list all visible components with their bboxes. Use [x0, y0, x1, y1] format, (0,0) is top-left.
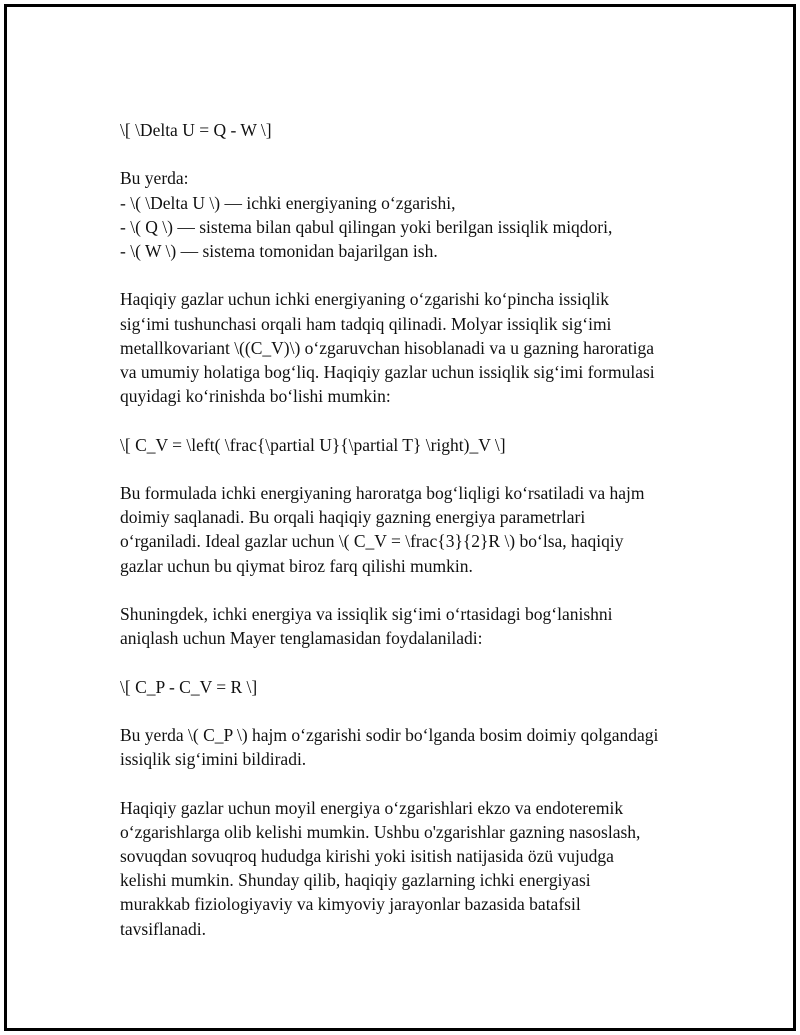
text-line: gazlar uchun bu qiymat biroz farq qilishi mumkin.: [120, 555, 473, 576]
paragraph-spacer: [120, 457, 720, 481]
paragraph: [120, 166, 720, 263]
text-line: doimiy saqlanadi. Bu orqali haqiqiy gazning energiya parametrlari: [120, 507, 586, 528]
equation-line: \[ C_V = \left( \frac{\partial U}{\partial T} \right)_V \]: [120, 434, 506, 455]
paragraph-spacer: [120, 771, 720, 795]
text-line: issiqlik sig‘imini bildiradi.: [120, 749, 307, 770]
text-line: - \( \Delta U \) — ichki energiyaning o‘zgarishi,: [120, 192, 456, 213]
equation-block: [120, 118, 720, 142]
paragraph: [120, 723, 720, 771]
text-line: o‘rganiladi. Ideal gazlar uchun \( C_V = \frac{3}{2}R \) bo‘lsa, haqiqiy: [120, 531, 624, 552]
text-line: Haqiqiy gazlar uchun moyil energiya o‘zgarishlari ekzo va endoteremik: [120, 797, 624, 818]
text-line: quyidagi ko‘rinishda bo‘lishi mumkin:: [120, 386, 391, 407]
page-frame: [4, 4, 796, 1031]
text-line: sig‘imi tushunchasi orqali ham tadqiq qilinadi. Molyar issiqlik sig‘imi: [120, 313, 612, 334]
paragraph-spacer: [120, 408, 720, 432]
document-body: [120, 118, 720, 941]
text-line: tavsiflanadi.: [120, 918, 207, 939]
paragraph-spacer: [120, 142, 720, 166]
text-line: va umumiy holatiga bog‘liq. Haqiqiy gazlar uchun issiqlik sig‘imi formulasi: [120, 362, 655, 382]
text-line: Bu yerda \( C_P \) hajm o‘zgarishi sodir bo‘lganda bosim doimiy qolgandagi: [120, 724, 659, 745]
text-line: sovuqdan sovuqroq hududga kirishi yoki isitish natijasida özü vujudga: [120, 845, 614, 866]
text-line: Shuningdek, ichki energiya va issiqlik sig‘imi o‘rtasidagi bog‘lanishni: [120, 603, 613, 624]
text-line: metallkovariant \((C_V)\) o‘zgaruvchan hisoblanadi va u gazning haroratiga: [120, 337, 655, 358]
paragraph: [120, 481, 720, 578]
text-line: kelishi mumkin. Shunday qilib, haqiqiy gazlarning ichki energiyasi: [120, 870, 591, 891]
text-line: - \( Q \) — sistema bilan qabul qilingan yoki berilgan issiqlik miqdori,: [120, 216, 613, 237]
text-line: Bu formulada ichki energiyaning haroratga bog‘liqligi ko‘rsatiladi va hajm: [120, 482, 645, 503]
paragraph: [120, 287, 720, 408]
equation-line: \[ \Delta U = Q - W \]: [120, 120, 272, 140]
text-line: - \( W \) — sistema tomonidan bajarilgan ish.: [120, 241, 438, 261]
paragraph-spacer: [120, 578, 720, 602]
text-line: aniqlash uchun Mayer tenglamasidan foydalaniladi:: [120, 628, 483, 649]
text-line: Bu yerda:: [120, 168, 189, 189]
equation-block: [120, 433, 720, 457]
text-line: Haqiqiy gazlar uchun ichki energiyaning o‘zgarishi ko‘pincha issiqlik: [120, 289, 610, 310]
text-line: o‘zgarishlarga olib kelishi mumkin. Ushbu o'zgarishlar gazning nasoslash,: [120, 821, 641, 842]
paragraph: [120, 796, 720, 941]
text-line: murakkab fiziologiyaviy va kimyoviy jarayonlar bazasida batafsil: [120, 894, 581, 915]
equation-line: \[ C_P - C_V = R \]: [120, 676, 258, 697]
equation-block: [120, 675, 720, 699]
paragraph: [120, 602, 720, 650]
paragraph-spacer: [120, 263, 720, 287]
paragraph-spacer: [120, 650, 720, 674]
paragraph-spacer: [120, 699, 720, 723]
